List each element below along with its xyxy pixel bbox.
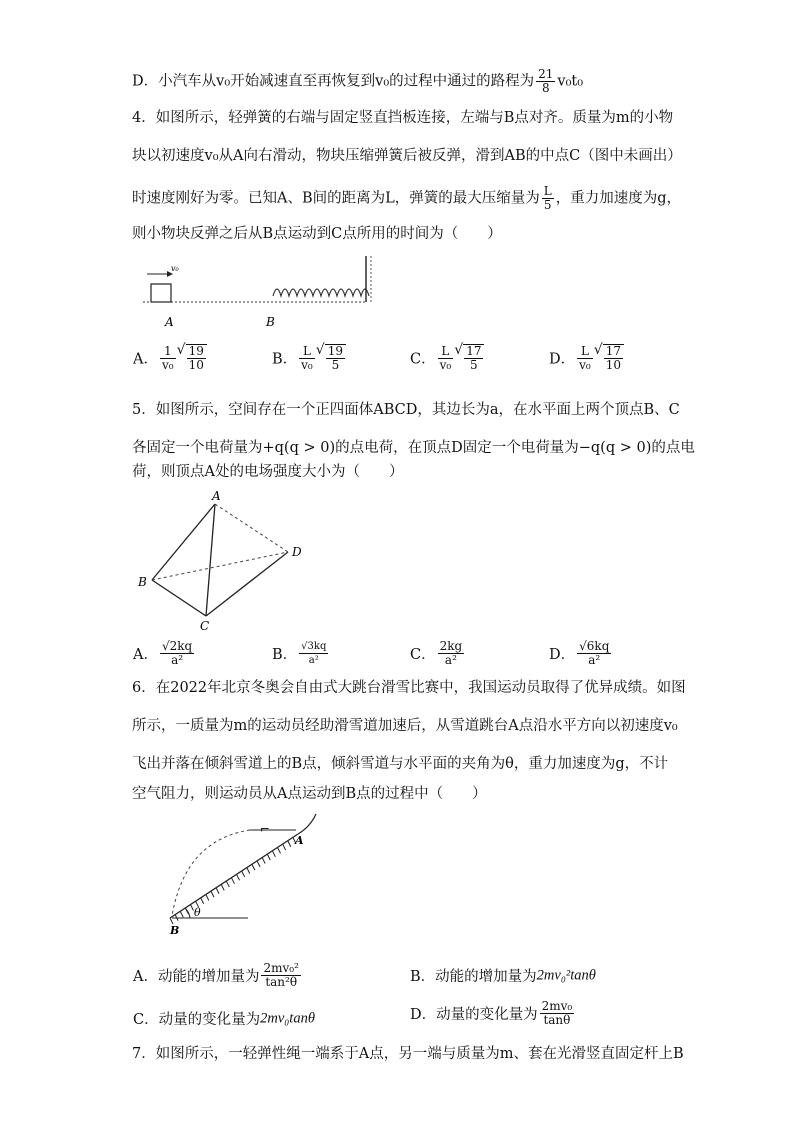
q6-option-a[interactable]: A．动能的增加量为 $\frac{\text{2mv₀²}}{\text{tan²θ}}$ (133, 961, 299, 989)
hatch-mark (288, 841, 291, 847)
slope-line (170, 834, 298, 918)
theta-label: θ (194, 906, 201, 919)
hatch-mark (272, 851, 275, 857)
vertex-a: A (212, 489, 221, 503)
q5-option-a[interactable]: A． $\frac{√2kq}{\text{a²}}$ (133, 639, 193, 667)
q4-line-1: 4．如图所示，轻弹簧的右端与固定竖直挡板连接，左端与B点对齐。质量为m的小物 (132, 110, 674, 126)
hatch-mark (180, 911, 183, 917)
vertex-d: D (292, 545, 302, 559)
hatch-mark (216, 888, 219, 894)
hatch-mark (278, 847, 281, 853)
q6-option-c[interactable]: C．动量的变化量为2mv₀tanθ (133, 1010, 315, 1028)
q4-option-b[interactable]: B． $\frac{L}{\text{v₀}}$ √ $\frac{19}{5}$ (272, 344, 346, 372)
q4-option-c[interactable]: C． $\frac{L}{\text{v₀}}$ √ $\frac{17}{5}$ (410, 344, 484, 372)
skier-icon: ⌐ (260, 822, 271, 836)
jump-ramp (298, 814, 316, 834)
hatch-mark (206, 894, 209, 900)
q7-line-1: 7．如图所示，一轻弹性绳一端系于A点，另一端与质量为m、套在光滑竖直固定杆上B (132, 1046, 684, 1062)
q5-option-b[interactable]: B． $\frac{√3kq}{\text{a²}}$ (272, 641, 327, 666)
label-a: A (165, 315, 174, 329)
hatch-mark (262, 858, 265, 864)
hatch-mark (252, 864, 255, 870)
hatch-mark (257, 861, 260, 867)
q5-line-2: 各固定一个电荷量为+q(q > 0)的点电荷，在顶点D固定一个电荷量为−q(q > 0)的点电 (132, 440, 695, 456)
q4-line-4: 则小物块反弹之后从B点运动到C点所用的时间为（ ） (132, 226, 502, 242)
hatch-mark (283, 844, 286, 850)
q6-option-b[interactable]: B．动能的增加量为2mv₀²tanθ (410, 967, 596, 985)
hatch-mark (242, 871, 245, 877)
hatch-mark (201, 898, 204, 904)
q6-option-d[interactable]: D．动量的变化量为 $\frac{\text{2mv₀}}{\tan\theta}$ (410, 999, 573, 1027)
label-b: B (266, 315, 275, 329)
fraction: $\frac{21}{8}$ (538, 67, 554, 95)
hatch-mark (231, 878, 234, 884)
q6-line-1: 6．在2022年北京冬奥会自由式大跳台滑雪比赛中，我国运动员取得了优异成绩。如图 (132, 680, 686, 696)
hatch-mark (211, 891, 214, 897)
q6-line-2: 所示，一质量为m的运动员经助滑雪道加速后，从雪道跳台A点沿水平方向以初速度v₀ (132, 718, 678, 734)
hatch-mark (247, 868, 250, 874)
ski-slope-figure (150, 812, 330, 942)
label-b: B (170, 924, 180, 937)
q4-option-a[interactable]: A． $\frac{1}{\text{v₀}}$ √ $\frac{19}{10}$ (133, 344, 207, 372)
tetrahedron-figure (132, 488, 312, 633)
q6-line-3: 飞出并落在倾斜雪道上的B点，倾斜雪道与水平面的夹角为θ，重力加速度为g，不计 (132, 756, 669, 772)
q4-option-d[interactable]: D． $\frac{L}{\text{v₀}}$ √ $\frac{17}{10}$ (549, 344, 624, 372)
hatch-mark (226, 881, 229, 887)
spring (273, 289, 369, 296)
q4-line-2: 块以初速度v₀从A向右滑动，物块压缩弹簧后被反弹，滑到AB的中点C（图中未画出） (132, 148, 682, 164)
v0-label: v₀ (171, 264, 179, 273)
spring-figure (135, 252, 375, 332)
q6-line-4: 空气阻力，则运动员从A点运动到B点的过程中（ ） (132, 786, 487, 802)
q5-line-3: 荷，则顶点A处的电场强度大小为（ ） (132, 464, 404, 480)
hatch-mark (267, 854, 270, 860)
hatch-mark (221, 884, 224, 890)
block (151, 284, 171, 302)
q5-option-c[interactable]: C． $\frac{2kg}{\text{a²}}$ (410, 639, 463, 667)
option-d-line: D．小汽车从v₀开始减速直至再恢复到v₀的过程中通过的路程为 $\frac{21}{8}$ v₀t₀ (132, 67, 584, 95)
q4-line-3: 时速度刚好为零。已知A、B间的距离为L，弹簧的最大压缩量为 $\frac{L}{5}$ ，重力加速度为g， (132, 184, 682, 212)
q5-option-d[interactable]: D． $\frac{√6kq}{\text{a²}}$ (549, 639, 610, 667)
hatch-mark (237, 874, 240, 880)
vertex-b: B (138, 575, 147, 589)
q5-line-1: 5．如图所示，空间存在一个正四面体ABCD，其边长为a，在水平面上两个顶点B、C (132, 402, 680, 418)
label-a: A (295, 834, 304, 847)
vertex-c: C (200, 619, 210, 633)
